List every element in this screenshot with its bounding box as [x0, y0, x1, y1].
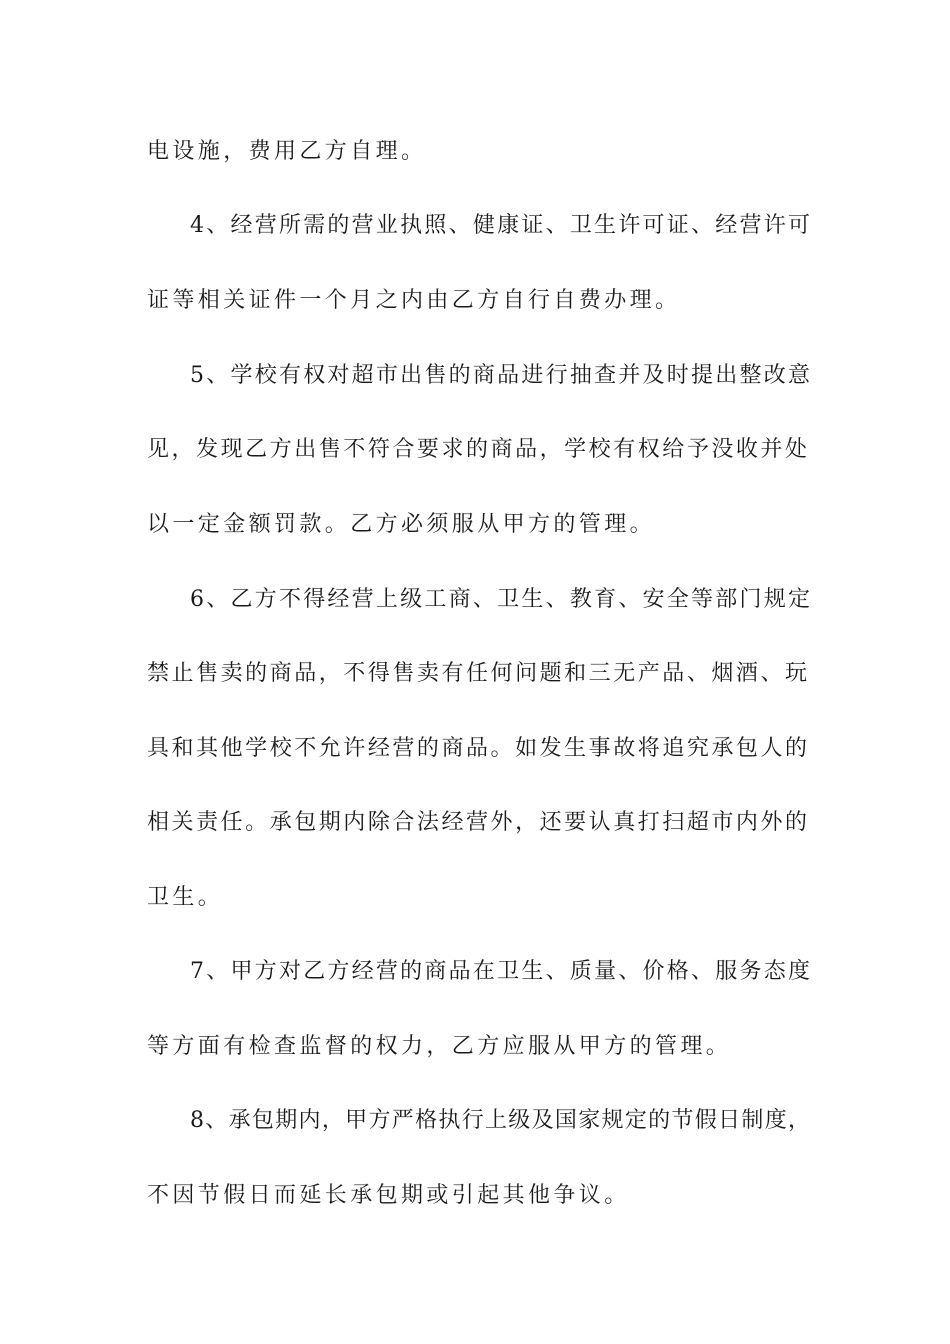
- text-line: 相关责任。承包期内除合法经营外，还要认真打扫超市内外的: [147, 810, 807, 835]
- text-line: 等方面有检查监督的权力，乙方应服从甲方的管理。: [147, 1034, 732, 1059]
- text-line: 卫生。: [147, 885, 224, 910]
- text-line: 电设施，费用乙方自理。: [147, 139, 427, 164]
- clause-8-line: 8、承包期内，甲方严格执行上级及国家规定的节假日制度，: [190, 1108, 810, 1133]
- text-line: 禁止售卖的商品，不得售卖有任何问题和三无产品、烟酒、玩: [147, 661, 807, 686]
- text-line: 见，发现乙方出售不符合要求的商品，学校有权给予没收并处: [147, 437, 807, 462]
- clause-6-line: 6、乙方不得经营上级工商、卫生、教育、安全等部门规定: [190, 587, 810, 612]
- text-line: 不因节假日而延长承包期或引起其他争议。: [147, 1183, 630, 1208]
- text-line: 具和其他学校不允许经营的商品。如发生事故将追究承包人的: [147, 736, 807, 761]
- clause-7-line: 7、甲方对乙方经营的商品在卫生、质量、价格、服务态度: [190, 959, 810, 984]
- clause-4-line: 4、经营所需的营业执照、健康证、卫生许可证、经营许可: [190, 213, 810, 238]
- text-line: 以一定金额罚款。乙方必须服从甲方的管理。: [147, 512, 656, 537]
- clause-5-line: 5、学校有权对超市出售的商品进行抽查并及时提出整改意: [190, 363, 810, 388]
- text-line: 证等相关证件一个月之内由乙方自行自费办理。: [147, 288, 681, 313]
